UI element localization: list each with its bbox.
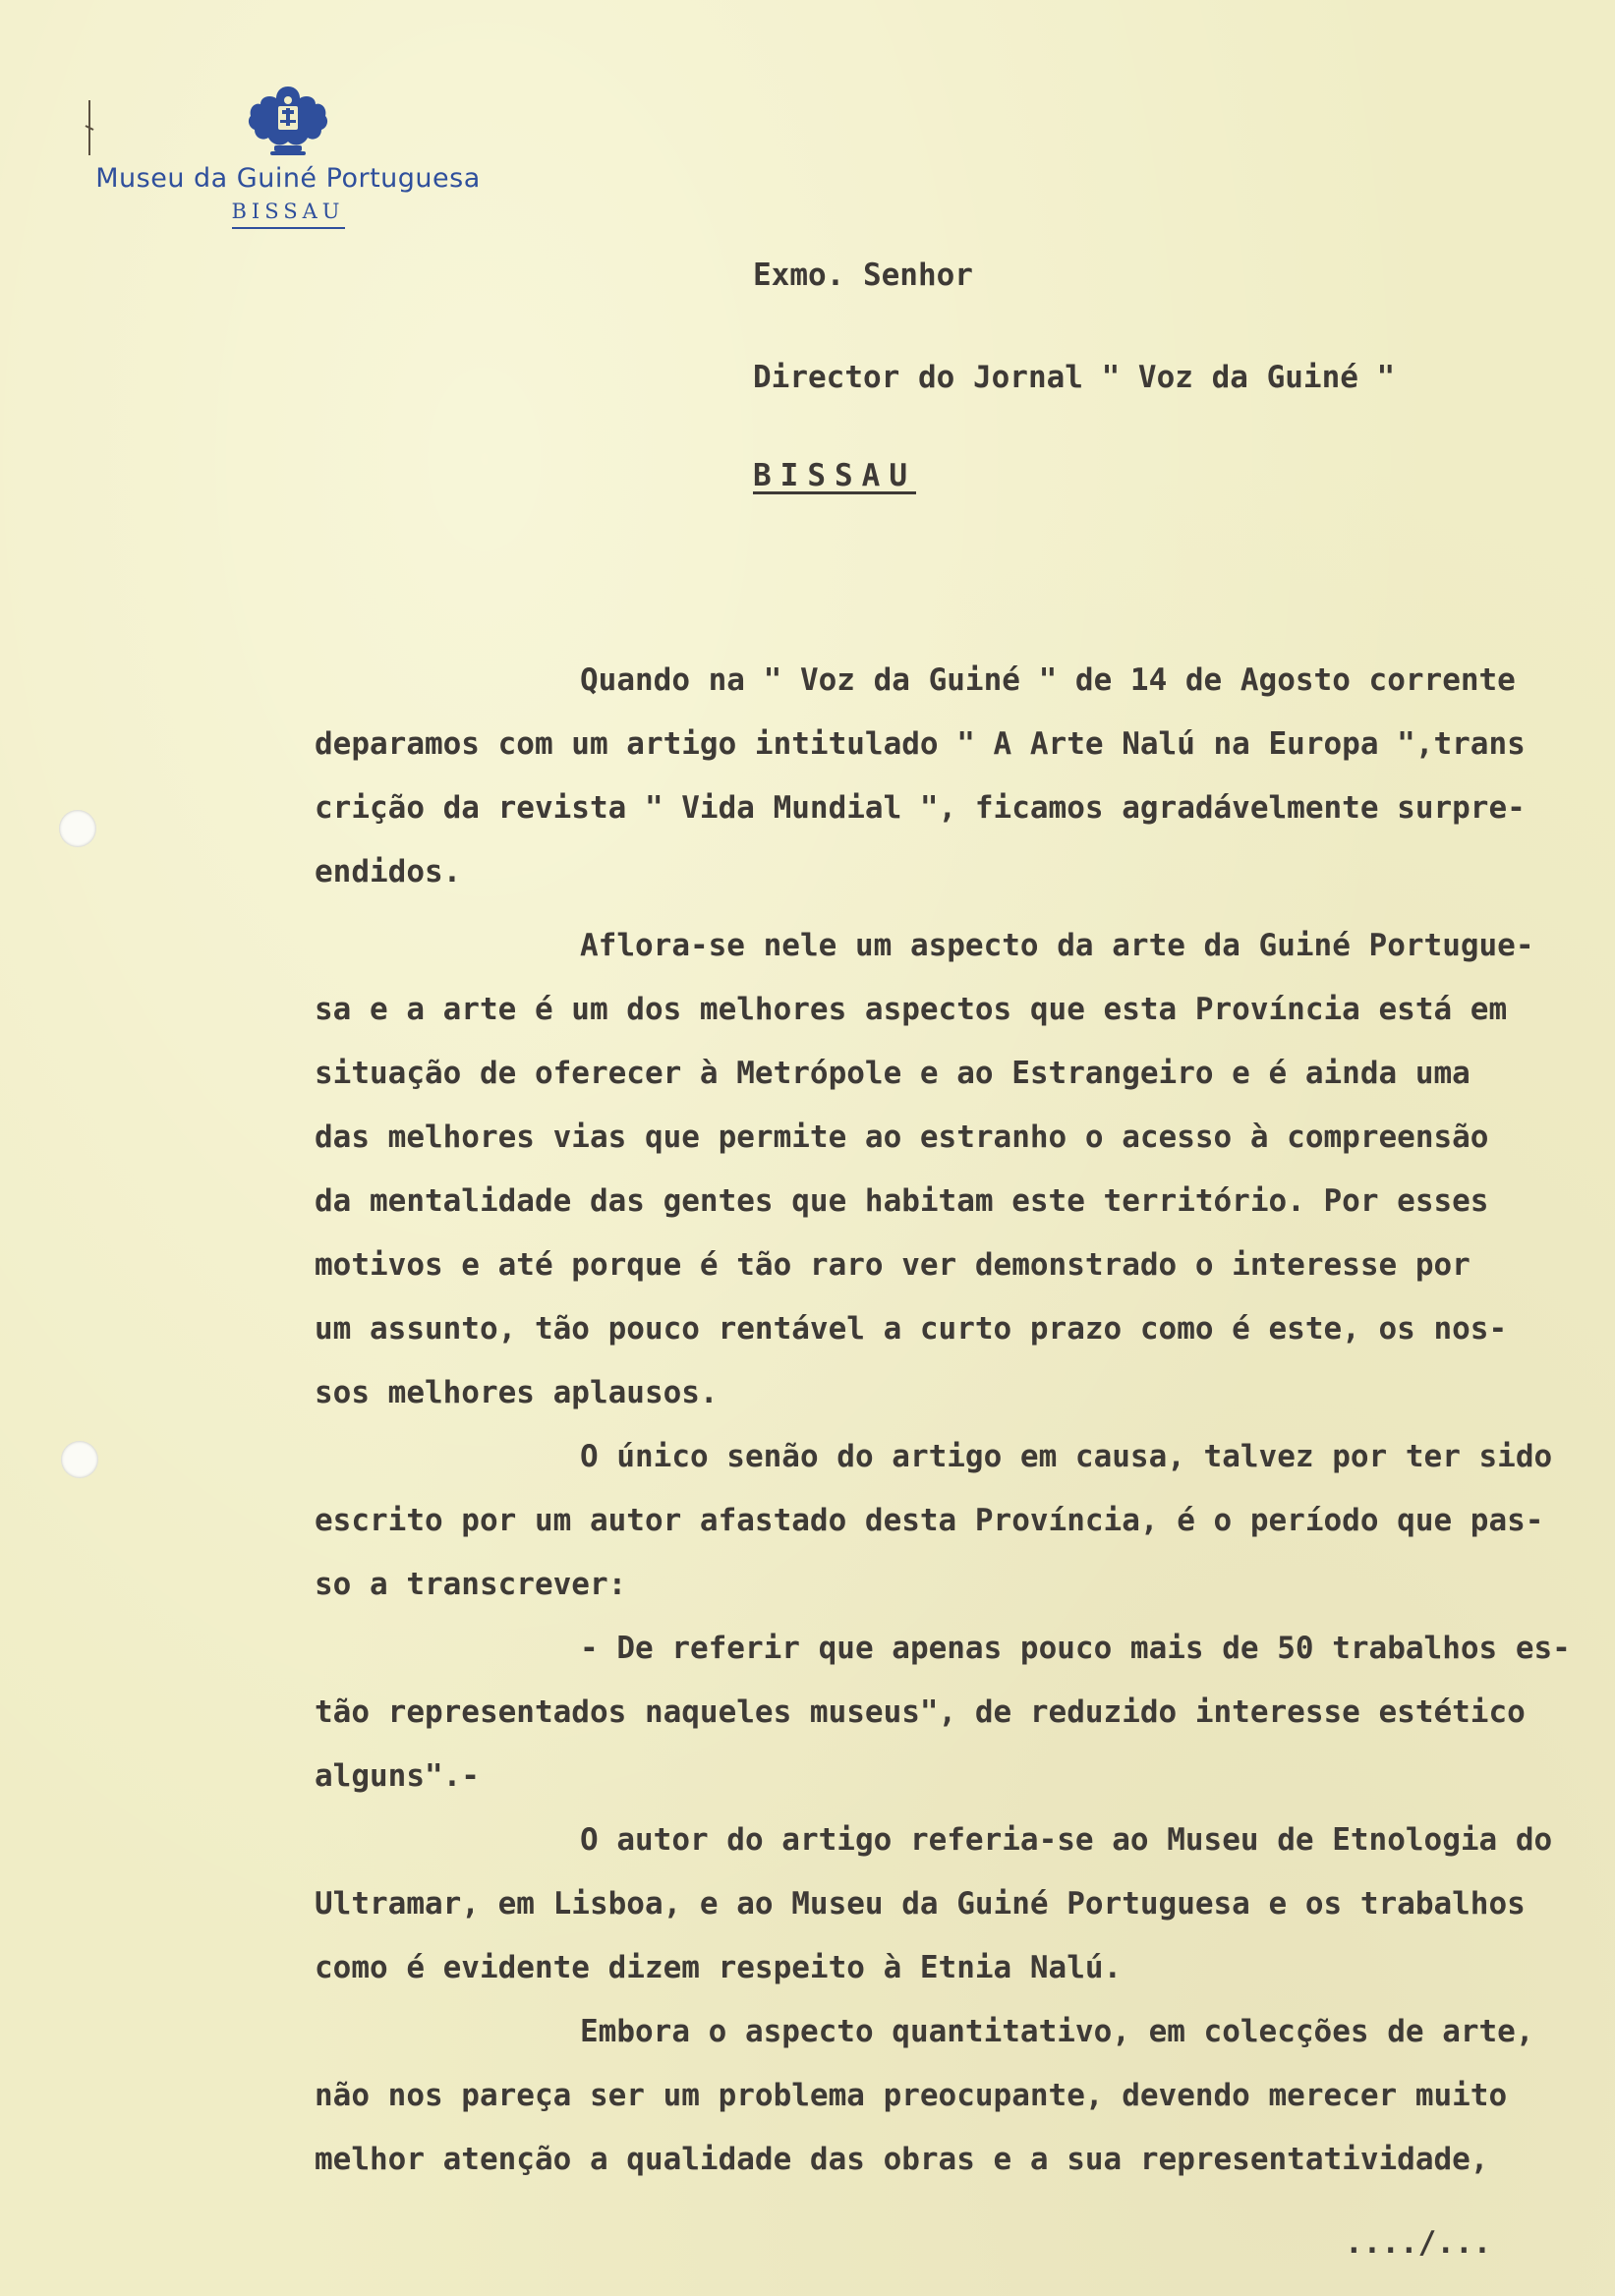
p2-line-1: Aflora-se nele um aspecto da arte da Guiné Portugue- — [580, 928, 1534, 963]
p3-line-3: so a transcrever: — [315, 1567, 627, 1602]
p6-line-2: não nos pareça ser um problema preocupante, devendo merecer muito — [315, 2078, 1508, 2113]
letter-body — [315, 649, 1612, 2192]
recipient: Director do Jornal " Voz da Guiné " — [753, 360, 1396, 395]
p2-line-6: motivos e até porque é tão raro ver demonstrado o interesse por — [315, 1247, 1471, 1283]
p5-line-2: Ultramar, em Lisboa, e ao Museu da Guiné Portuguesa e os trabalhos — [315, 1886, 1526, 1922]
letterhead — [77, 81, 499, 229]
p2-line-2: sa e a arte é um dos melhores aspectos que esta Província está em — [315, 992, 1508, 1027]
p5-line-1: O autor do artigo referia-se ao Museu de Etnologia do — [580, 1822, 1553, 1858]
p1-line-4: endidos. — [315, 854, 462, 890]
punch-hole — [59, 810, 96, 847]
page-continuation: ..../... — [1345, 2225, 1492, 2261]
p1-line-2: deparamos com um artigo intitulado " A Arte Nalú na Europa ",trans — [315, 726, 1526, 762]
p3-line-1: O único senão do artigo em causa, talvez por ter sido — [580, 1439, 1553, 1474]
museum-city: BISSAU — [232, 200, 345, 229]
museum-crest-icon — [241, 81, 335, 157]
p2-line-3: situação de oferecer à Metrópole e ao Estrangeiro e é ainda uma — [315, 1056, 1471, 1091]
p6-line-3: melhor atenção a qualidade das obras e a sua representatividade, — [315, 2142, 1489, 2177]
p4-line-2: tão representados naqueles museus", de reduzido interesse estético — [315, 1694, 1526, 1730]
p5-line-3: como é evidente dizem respeito à Etnia Nalú. — [315, 1950, 1123, 1985]
p4-line-3: alguns".- — [315, 1758, 480, 1794]
p2-line-7: um assunto, tão pouco rentável a curto prazo como é este, os nos- — [315, 1311, 1508, 1347]
p2-line-5: da mentalidade das gentes que habitam este território. Por esses — [315, 1183, 1489, 1219]
p3-line-2: escrito por um autor afastado desta Província, é o período que pas- — [315, 1503, 1544, 1538]
p2-line-8: sos melhores aplausos. — [315, 1375, 719, 1410]
p2-line-4: das melhores vias que permite ao estranho o acesso à compreensão — [315, 1119, 1489, 1155]
p1-line-1: Quando na " Voz da Guiné " de 14 de Agosto corrente — [580, 662, 1516, 698]
p4-line-1: - De referir que apenas pouco mais de 50 trabalhos es- — [580, 1631, 1571, 1666]
p1-line-3: crição da revista " Vida Mundial ", ficamos agradávelmente surpre- — [315, 790, 1526, 826]
salutation: Exmo. Senhor — [753, 258, 973, 293]
museum-name: Museu da Guiné Portuguesa — [95, 163, 481, 194]
recipient-city: BISSAU — [753, 458, 916, 493]
p6-line-1: Embora o aspecto quantitativo, em colecções de arte, — [580, 2014, 1534, 2049]
punch-hole — [61, 1441, 98, 1478]
